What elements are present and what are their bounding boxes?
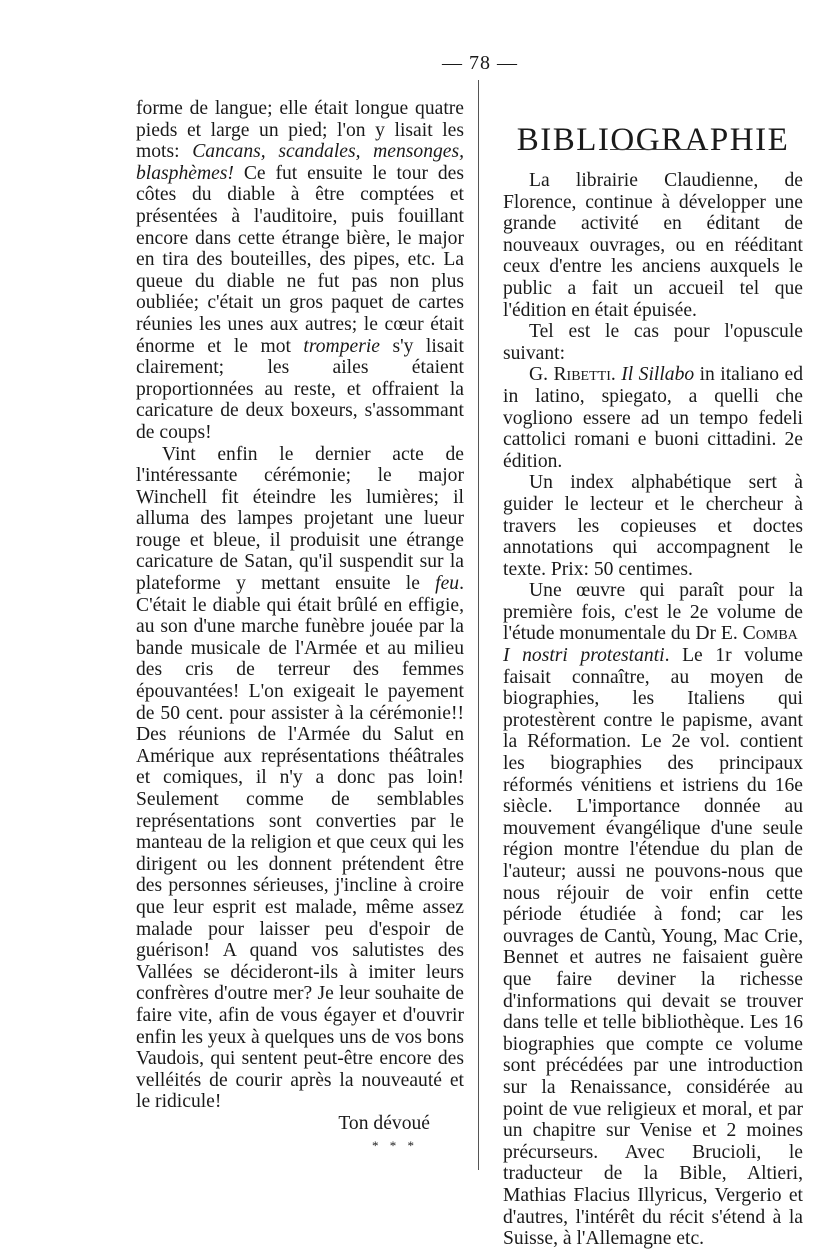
column-divider <box>478 80 479 1170</box>
left-paragraph-2 <box>136 444 464 1113</box>
right-paragraph-3: G. Ribetti. Il Sillabo in italiano ed in latino, spiegato, a quelli che vogliono essere ad un tempo fedeli cattolici romani e buoni cittadini. 2e édition. <box>503 364 803 472</box>
text-run: forme de langue; elle était longue quatre pieds et large un pied; l'on y lisait les mots: <box>136 98 464 163</box>
right-column <box>503 170 803 1250</box>
left-paragraph-1 <box>136 98 464 444</box>
text-run: s'y lisait clairement; les ailes étaient proportionnées au reste, et offraient la caricature de deux boxeurs, s'assommant de coups! <box>136 335 464 443</box>
text-run: Ce fut ensuite le tour des côtes du diable à être comptées et présentées à l'auditoire, puis fouillant encore dans cette étrange bière, le major en tira des bouteilles, des pipes, etc. La queue du diable ne fut pas non plus oubliée; c'était un gros paquet de cartes réunies les unes aux autres; le cœur était énorme et le mot <box>136 162 464 357</box>
italic-run: feu <box>435 573 460 595</box>
section-stars: * * * <box>372 1137 418 1153</box>
author-name: G. Ribetti <box>529 364 611 386</box>
right-paragraph-1: La librairie Claudienne, de Florence, continue à développer une grande activité en éditant de nouveaux ouvrages, ou en rééditant ceux d'entre les anciens auxquels le public a fait un accueil tel que l'édition en était épuisée. <box>503 170 803 321</box>
text-run: . C'était le diable qui était brûlé en effigie, au son d'une marche funèbre jouée par la bande musicale de l'Armée et au milieu des cris de terreur des femmes épouvantées! L'on exigeait le payement de 50 cent. pour assister à la cérémonie!! Des réunions de l'Armée du Salut en Amérique aux représentations théâtrales et comiques, il n'y a donc pas loin! Seulement comme de semblables représentations sont converties par le manteau de la religion et que ceux qui les dirigent ou les donnent prétendent être des personnes sérieuses, j'incline à croire que leur esprit est malade, même assez malade pour laisser peu d'espoir de guérison! A quand vos salutistes des Vallées se décideront-ils à imiter leurs confrères d'outre mer? Je leur souhaite de faire vite, afin de vous égayer et d'ouvrir enfin les yeux à quelques uns de vos bons Vaudois, qui sentent peut-être encore des velléités de courir après la nouveauté et le ridicule! <box>136 573 464 1113</box>
section-title: BIBLIOGRAPHIE <box>516 122 790 159</box>
text-run: Une œuvre qui paraît pour la première fois, c'est le 2e volume de l'étude monumentale du Dr <box>503 580 803 645</box>
title-ornament <box>610 143 696 150</box>
text-run: in italiano ed in latino, spiegato, a quelli che vogliono essere ad un tempo fedeli cattolici romani e buoni cittadini. 2e édition. <box>503 364 803 472</box>
text-run: Vint enfin le dernier acte de l'intéressante cérémonie; le major Winchell fit éteindre les lumières; il alluma des lampes projetant une lueur rouge et bleue, il produisit une étrange caricature de Satan, qu'il suspendit sur la plateforme y mettant ensuite le <box>136 443 464 595</box>
signature-line <box>136 1113 464 1135</box>
page-number: — 78 — <box>442 52 518 74</box>
italic-run: tromperie <box>303 335 380 357</box>
left-column <box>136 98 464 1156</box>
author-name: E. Comba <box>720 623 798 645</box>
right-paragraph-5 <box>503 580 803 1249</box>
signature: Ton dévoué <box>338 1112 430 1134</box>
italic-run: Cancans, scandales, mensonges, blasphèmes! <box>136 141 465 184</box>
right-paragraph-4: Un index alphabétique sert à guider le lecteur et le chercheur à travers les copieuses et doctes annotations qui accompagnent le texte. Prix: 50 centimes. <box>503 472 803 580</box>
book-title: I nostri protestanti <box>503 645 665 667</box>
text-run: . Le 1r volume faisait connaître, au moyen de biographies, les Italiens qui protestèrent contre le papisme, avant la Réformation. Le 2e vol. contient les biographies des principaux réformés vénitiens et istriens du 16e siècle. L'importance donnée au mouvement évangélique d'une seule région montre l'étendue du plan de l'auteur; aussi ne pouvons-nous que nous réjouir de voir enfin cette période étudiée à fond; car les ouvrages de Cantù, Young, Mac Crie, Bennet et autres ne faisaient guère que faire deviner la richesse d'informations qui devait se trouver dans telle et telle bibliothèque. Les 16 biographies que compte ce volume sont précédées par une introduction sur la Renaissance, considérée au point de vue religieux et moral, et par un chapitre sur Venise et 2 moines précurseurs. Avec Brucioli, le traducteur de la Bible, Altieri, Mathias Flacius Illyricus, Vergerio et d'autres, l'intérêt du récit s'étend à la Suisse, à l'Allemagne etc. <box>503 645 803 1250</box>
book-title: Il Sillabo <box>621 364 695 386</box>
right-paragraph-2: Tel est le cas pour l'opuscule suivant: <box>503 321 803 364</box>
